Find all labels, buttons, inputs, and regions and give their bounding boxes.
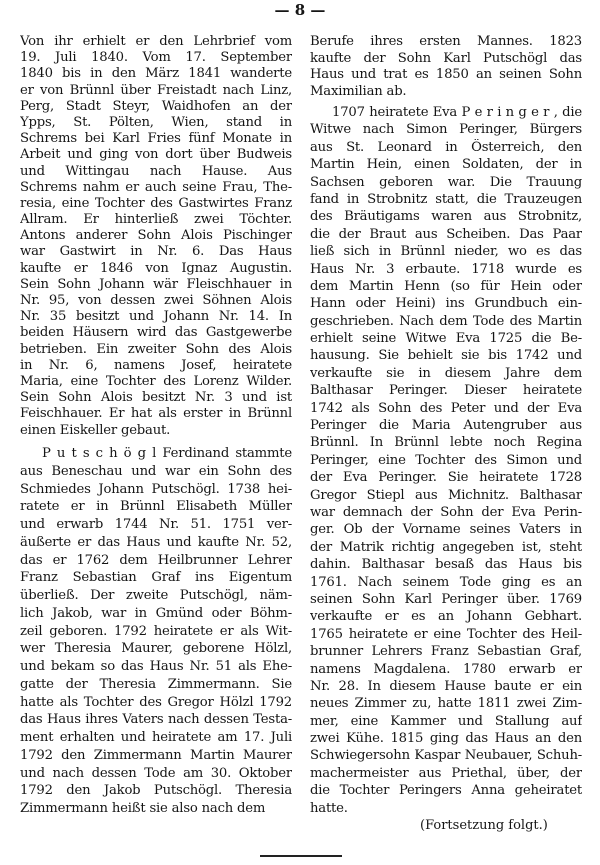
text-line: wer Theresia Maurer, geborene Hölzl, — [20, 641, 292, 657]
text-line: betrieben. Ein zweiter Sohn des Alois — [20, 341, 292, 357]
text-line: einen Eiskeller gebaut. — [20, 422, 171, 438]
text-line: Haus und trat es 1850 an seinen Sohn — [310, 67, 582, 82]
text-line: verkaufte sie in diesem Jahre dem — [310, 365, 582, 381]
text-line: Brünnl. In Brünnl lebte noch Regina — [310, 435, 582, 451]
text-line: 1792 den Zimmermann Martin Maurer — [20, 747, 292, 763]
text-line: Hann oder Heini) ins Grundbuch ein- — [310, 296, 582, 312]
text-line: Maria, eine Tochter des Lorenz Wilder. — [20, 373, 292, 389]
text-line: dahin. Balthasar besaß das Haus bis — [310, 557, 582, 573]
text-line: in Nr. 6, namens Josef, heiratete — [20, 357, 292, 373]
text-line: dem Martin Henn (so für Hein oder — [310, 278, 582, 294]
text-line: Peringer, eine Tochter des Simon und — [310, 452, 582, 468]
text-line: Sein Sohn Johann wär Fleischhauer in — [20, 276, 292, 292]
text-line: lich Jakob, war in Gmünd oder Böhm- — [20, 605, 292, 621]
text-line: beiden Häusern wird das Gastgewerbe — [20, 325, 292, 341]
text-line: aus St. Leonard in Österreich, den — [310, 139, 582, 155]
text-line: Martin Hein, einen Soldaten, der in — [310, 157, 582, 173]
text-line: erhielt seine Witwe Eva 1725 die Be- — [310, 331, 582, 347]
paragraph — [310, 104, 582, 817]
text-line: resia, eine Tochter des Gastwirtes Franz — [20, 195, 292, 211]
paragraph — [20, 34, 292, 439]
text-line: war demnach der Sohn der Eva Perin- — [310, 504, 582, 520]
text-line: und Wittingau nach Hause. Aus — [20, 163, 292, 179]
text-line: 1707 heiratete Eva P e r i n g e r , die — [332, 105, 582, 120]
text-line: Perg, Stadt Steyr, Waidhofen an der — [20, 98, 292, 114]
text-line: verkaufte er es an Johann Gebhart. — [310, 609, 582, 625]
text-line: Gregor Stiepl aus Michnitz. Balthasar — [310, 487, 582, 503]
text-line: war Gastwirt in Nr. 6. Das Haus — [20, 244, 292, 260]
text-line: 1765 heiratete er eine Tochter des Heil- — [310, 626, 582, 642]
text-line: Von ihr erhielt er den Lehrbrief vom — [20, 34, 292, 49]
text-line: Maximilian ab. — [310, 83, 407, 99]
text-line: ger. Ob der Vorname seines Vaters in — [310, 522, 582, 538]
text-line: 1792 den Jakob Putschögl. Theresia — [20, 783, 292, 799]
page-number: — 8 — — [274, 1, 326, 19]
text-line: Allram. Er hinterließ zwei Töchter. — [20, 212, 292, 228]
text-line: und bekam so das Haus Nr. 51 als Ehe- — [20, 659, 292, 674]
text-line: namens Magdalena. 1780 erwarb er — [310, 661, 582, 677]
text-line: ment erhalten und heiratete am 17. Juli — [20, 730, 292, 745]
text-line: das er 1762 dem Heilbrunner Lehrer — [20, 552, 292, 568]
text-line: geschrieben. Nach dem Tode des Martin — [310, 313, 582, 329]
text-line: überließ. Der zweite Putschögl, näm- — [20, 588, 292, 603]
text-line: Witwe nach Simon Peringer, Bürgers — [310, 122, 582, 138]
text-line: Sachsen geboren war. Die Trauung — [310, 174, 582, 190]
text-line: Arbeit und ging von dort über Budweis — [20, 147, 292, 163]
text-line: kaufte er 1846 von Ignaz Augustin. — [20, 260, 292, 276]
text-line: zeil geboren. 1792 heiratete er als Wit- — [20, 623, 292, 639]
text-line: 1840 bis in den März 1841 wanderte — [20, 66, 292, 82]
text-line: äußerte er das Haus und kaufte Nr. 52, — [20, 534, 292, 550]
text-line: ratete er in Brünnl Elisabeth Müller — [20, 499, 292, 515]
text-line: Nr. 35 besitzt und Johann Nr. 14. In — [20, 309, 292, 325]
text-line: Schrems nahm er auch seine Frau, The- — [20, 179, 292, 195]
text-line: Berufe ihres ersten Mannes. 1823 — [310, 34, 582, 49]
text-line: Antons anderer Sohn Alois Pischinger — [20, 228, 292, 244]
text-line: Nr. 28. In diesem Hause baute er ein — [310, 678, 582, 694]
text-line: Haus Nr. 3 erbaute. 1718 wurde es — [310, 261, 582, 277]
text-line: er von Brünnl über Freistadt nach Linz, — [20, 82, 292, 98]
text-line: der Matrik richtig angegeben ist, steht — [310, 539, 582, 555]
text-line: seinen Sohn Karl Peringer über. 1769 — [310, 591, 582, 607]
text-line: die der Braut aus Scheiben. Das Paar — [310, 226, 582, 242]
text-line: Schmiedes Johann Putschögl. 1738 hei- — [20, 481, 292, 497]
text-line: Sein Sohn Alois besitzt Nr. 3 und ist — [20, 390, 292, 406]
text-line: neues Zimmer zu, hatte 1811 zwei Zim- — [310, 696, 582, 712]
text-line: 1742 als Sohn des Peter und der Eva — [310, 400, 582, 416]
text-line: Franz Sebastian Graf ins Eigentum — [20, 570, 292, 586]
text-line: 19. Juli 1840. Vom 17. September — [20, 50, 292, 66]
text-line: die Tochter Peringers Anna geheiratet — [310, 783, 582, 799]
text-line: und erwarb 1744 Nr. 51. 1751 ver- — [20, 517, 292, 532]
text-line: fand in Strobnitz statt, die Trauzeugen — [310, 191, 582, 207]
paragraph — [20, 445, 292, 818]
text-line: Schwiegersohn Kaspar Neubauer, Schuh- — [310, 748, 582, 764]
text-line: Feischhauer. Er hat als erster in Brünnl — [20, 406, 292, 422]
text-line: des Bräutigams waren aus Strobnitz, — [310, 209, 582, 225]
text-line: gatte der Theresia Zimmermann. Sie — [20, 676, 292, 692]
text-line: das Haus ihres Vaters nach dessen Testa- — [20, 712, 292, 728]
text-line: mer, eine Kammer und Stallung auf — [310, 713, 582, 729]
text-line: hausung. Sie behielt sie bis 1742 und — [310, 348, 582, 364]
paragraph — [310, 34, 582, 100]
text-line: brunner Lehrers Franz Sebastian Graf, — [310, 644, 582, 660]
continuation-note: (Fortsetzung folgt.) — [420, 818, 548, 833]
text-line: Nr. 95, von dessen zwei Söhnen Alois — [20, 293, 292, 308]
text-line: kaufte der Sohn Karl Putschögl das — [310, 50, 582, 66]
text-line: 1761. Nach seinem Tode ging es an — [310, 574, 582, 590]
text-line: ließ sich in Brünnl nieder, wo es das — [310, 244, 582, 260]
text-line: P u t s c h ö g l Ferdinand stammte — [42, 446, 292, 461]
footer-rule — [260, 855, 342, 857]
text-line: hatte. — [310, 800, 348, 816]
text-line: hatte als Tochter des Gregor Hölzl 1792 — [20, 694, 292, 710]
text-line: Zimmermann heißt sie also nach dem — [20, 801, 266, 816]
text-line: Peringer die Maria Autengruber aus — [310, 418, 582, 434]
text-line: zwei Kühe. 1815 ging das Haus an den — [310, 731, 582, 747]
text-line: Balthasar Peringer. Dieser heiratete — [310, 383, 582, 399]
text-line: machermeister aus Priethal, über, der — [310, 765, 582, 781]
text-line: aus Beneschau und war ein Sohn des — [20, 463, 292, 479]
text-line: der Eva Peringer. Sie heiratete 1728 — [310, 470, 582, 486]
text-line: und nach dessen Tode am 30. Oktober — [20, 765, 292, 781]
text-line: Schrems bei Karl Fries fünf Monate in — [20, 131, 292, 147]
text-line: Ypps, St. Pölten, Wien, stand in — [20, 114, 292, 130]
